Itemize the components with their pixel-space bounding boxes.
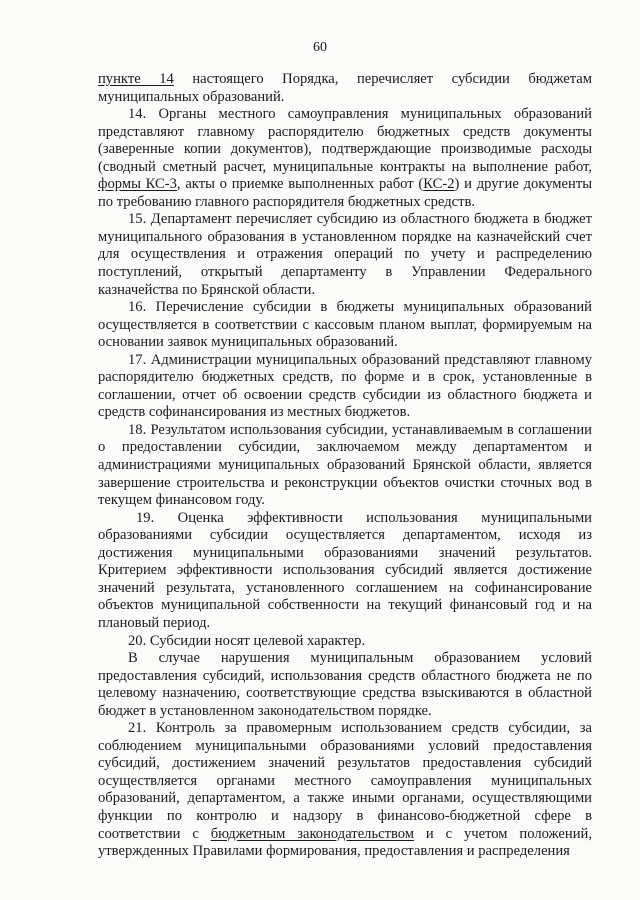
paragraph-text: ) и другие документы по требованию главного распорядителя бюджетных средств.: [98, 176, 593, 210]
paragraph-continuation: [98, 71, 592, 106]
page-number: 60: [313, 40, 327, 55]
paragraph-text: 21. Контроль за правомерным использованием средств субсидии, за соблюдением муниципальными образованиями условий предоставления субсидий, достижением значений результатов предоставления субсидий осуществляется органами местного самоуправления муниципальных образований, департаментом, а также иными органами, осуществляющими функции по контролю и надзору в финансово-бюджетной сфере в соответствии с: [98, 720, 592, 842]
document-body: [98, 71, 592, 861]
paragraph-text: 14. Органы местного самоуправления муниципальных образований представляют главному распорядителю бюджетных средств документы (заверенные копии документов), подтверждающие производимые расходы (сводный сметный расчет, муниципальные контракты на выполнение работ,: [98, 106, 592, 175]
paragraph-text: 16. Перечисление субсидии в бюджеты муниципальных образований осуществляется в соответствии с кассовым планом выплат, формируемым на основании заявок муниципальных образований.: [98, 299, 592, 351]
paragraph-21: [98, 720, 592, 860]
paragraph-19: [98, 510, 592, 633]
paragraph-20: [98, 633, 592, 651]
paragraph-text: В случае нарушения муниципальным образованием условий предоставления субсидий, использования средств областного бюджета не по целевому назначению, соответствующие средства взыскиваются в областной бюджет в установленном законодательством порядке.: [98, 650, 592, 719]
paragraph-text: 20. Субсидии носят целевой характер.: [128, 632, 366, 649]
document-reference-link[interactable]: КС-2: [423, 176, 455, 193]
paragraph-17: [98, 352, 592, 422]
paragraph-text: и с учетом положений, утвержденных Правилами формирования, предоставления и распределения: [98, 825, 592, 860]
paragraph-20-details: [98, 650, 592, 720]
paragraph-14: [98, 106, 592, 211]
paragraph-text: 19. Оценка эффективности использования муниципальными образованиями субсидии осуществляется департаментом, исходя из достижения муниципальными образованиями значений результатов. Критерием эффективности использования субсидий является достижение значений результата, установленного соглашением на софинансирование объектов муниципальной собственности на текущий финансовый год и на плановый период.: [98, 509, 592, 631]
document-reference-link[interactable]: формы КС-3: [98, 176, 177, 193]
paragraph-text: , акты о приемке выполненных работ (: [176, 176, 424, 193]
document-reference-link[interactable]: бюджетным законодательством: [210, 825, 415, 842]
paragraph-text: настоящего Порядка, перечисляет субсидии бюджетам муниципальных образований.: [98, 71, 592, 105]
paragraph-18: [98, 422, 592, 510]
paragraph-text: 18. Результатом использования субсидии, устанавливаемым в соглашении о предоставлении субсидии, заключаемом между департаментом и администрациями муниципальных образований Брянской области, является завершение строительства и реконструкции объектов очистки сточных вод в текущем финансовом году.: [98, 421, 592, 509]
document-reference-link[interactable]: пункте 14: [98, 71, 174, 87]
paragraph-text: 15. Департамент перечисляет субсидию из областного бюджета в бюджет муниципального образования в установленном порядке на казначейский счет для осуществления и отражения операций по учету и распределению поступлений, открытый департаменту в Управлении Федерального казначейства по Брянской области.: [98, 211, 592, 298]
paragraph-text: 17. Администрации муниципальных образований представляют главному распорядителю бюджетных средств, по форме и в срок, установленные в соглашении, отчет об освоении средств субсидии из областного бюджета и средств софинансирования из местных бюджетов.: [98, 351, 592, 421]
paragraph-15: [98, 211, 592, 299]
paragraph-16: [98, 299, 592, 352]
